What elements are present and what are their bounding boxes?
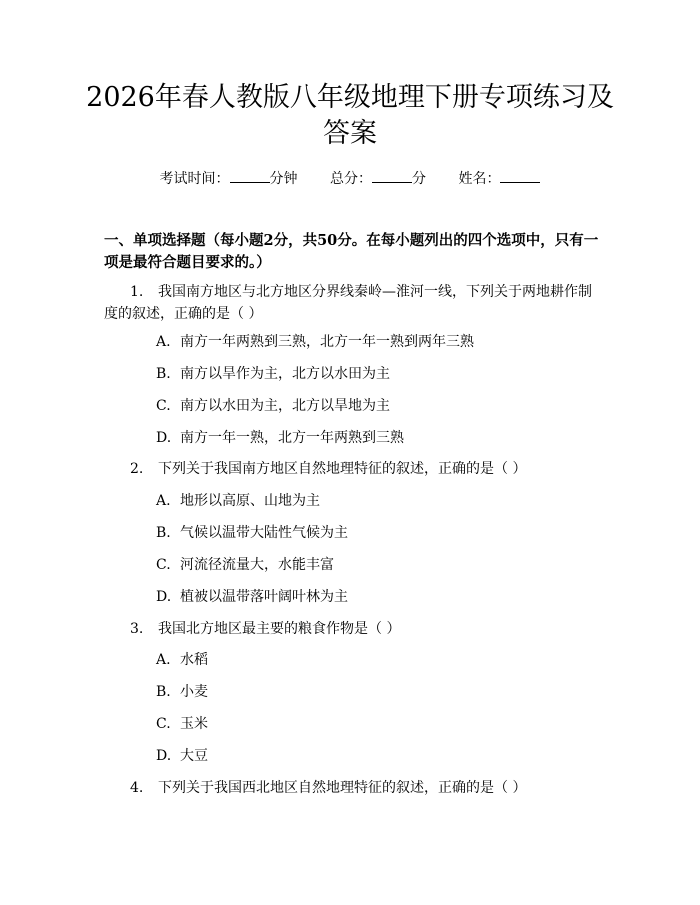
question-3-option-a [156,650,596,670]
option-letter: D. [156,589,172,605]
total-score-field [330,168,426,189]
question-3-option-d [156,746,596,766]
question-number: 3. [130,621,144,637]
student-name-blank [500,168,540,183]
option-letter: C. [156,398,171,414]
option-text: 南方以水田为主，北方以旱地为主 [180,398,390,414]
exam-info-line [0,168,700,189]
option-letter: A. [156,334,171,350]
option-text: 气候以温带大陆性气候为主 [180,525,348,541]
question-3-option-b [156,682,596,702]
option-letter: A. [156,652,171,668]
question-text: 我国北方地区最主要的粮食作物是（ ） [158,621,401,637]
question-text: 我国南方地区与北方地区分界线秦岭—淮河一线，下列关于两地耕作制度的叙述，正确的是（ ） [104,284,592,322]
question-3-stem [104,618,604,640]
option-text: 南方一年两熟到三熟，北方一年一熟到两年三熟 [180,334,474,350]
question-1-option-d [156,428,596,448]
option-letter: A. [156,493,171,509]
exam-time-unit: 分钟 [269,171,298,187]
exam-time-field [160,168,298,189]
option-text: 南方一年一熟，北方一年两熟到三熟 [180,430,404,446]
document-title [60,80,640,152]
question-number: 1. [130,284,144,300]
question-1-stem [104,281,604,325]
option-text: 大豆 [180,748,208,764]
question-1-option-b [156,364,596,384]
option-letter: D. [156,430,172,446]
student-name-label: 姓名： [458,171,501,187]
question-2-option-d [156,587,596,607]
document-title-line1: 2026年春人教版八年级地理下册专项练习及 [86,82,614,113]
document-title-line2: 答案 [323,118,377,149]
option-letter: B. [156,684,171,700]
option-letter: C. [156,557,171,573]
option-letter: B. [156,525,171,541]
total-score-label: 总分： [330,171,372,187]
question-4-stem [104,777,604,799]
section-heading: 一、单项选择题（每小题2分，共50分。在每小题列出的四个选项中，只有一项是最符合题目要求的。） [104,232,599,271]
option-letter: D. [156,748,172,764]
option-text: 小麦 [180,684,208,700]
question-text: 下列关于我国南方地区自然地理特征的叙述，正确的是（ ） [158,461,527,477]
question-number: 2. [130,461,144,477]
option-text: 河流径流量大，水能丰富 [180,557,334,573]
option-letter: B. [156,366,171,382]
option-letter: C. [156,716,171,732]
option-text: 地形以高原、山地为主 [180,493,320,509]
option-text: 玉米 [180,716,208,732]
question-1-option-c [156,396,596,416]
option-text: 植被以温带落叶阔叶林为主 [180,589,348,605]
question-3-option-c [156,714,596,734]
question-1-option-a [156,332,596,352]
option-text: 水稻 [180,652,208,668]
question-2-option-c [156,555,596,575]
question-text: 下列关于我国西北地区自然地理特征的叙述，正确的是（ ） [158,780,527,796]
question-2-option-b [156,523,596,543]
option-text: 南方以旱作为主，北方以水田为主 [180,366,390,382]
question-2-option-a [156,491,596,511]
question-number: 4. [130,780,144,796]
student-name-field [458,168,540,189]
question-2-stem [104,458,604,480]
exam-time-label: 考试时间： [159,171,230,187]
exam-time-blank [230,168,270,183]
total-score-blank [372,168,412,183]
total-score-unit: 分 [412,171,426,187]
